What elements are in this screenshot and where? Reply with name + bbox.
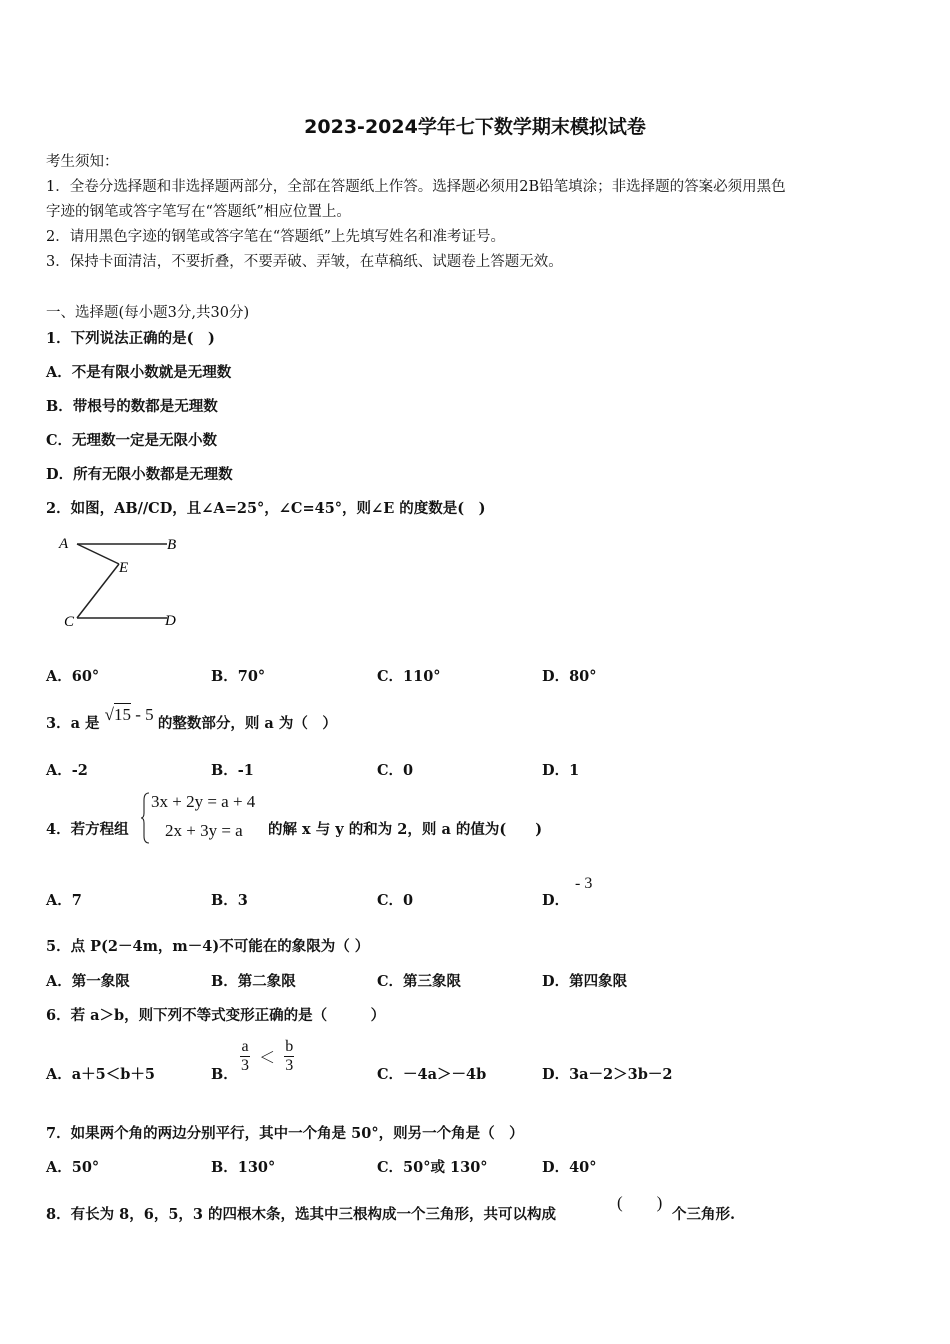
question-3-option-b: B．-1 <box>211 762 254 779</box>
question-3-stem <box>46 705 337 733</box>
question-1-option-a: A．不是有限小数就是无理数 <box>46 364 232 381</box>
question-8-blank: ( ) <box>617 1193 663 1212</box>
question-7-option-b: B．130° <box>211 1159 276 1176</box>
segment-ae <box>77 544 119 564</box>
question-2-option-a: A．60° <box>46 668 100 685</box>
question-4-option-d: D． <box>542 892 570 909</box>
question-8-prefix: 8．有长为 8，6，5，3 的四根木条，选其中三根构成一个三角形，共可以构成 <box>46 1206 557 1223</box>
question-3-option-a: A．-2 <box>46 762 88 779</box>
question-3-minus-five: - 5 <box>130 705 154 724</box>
question-5-stem: 5．点 P(2－4m，m－4)不可能在的象限为（ ） <box>46 938 370 955</box>
notice-heading: 考生须知： <box>46 154 119 170</box>
question-4-option-c: C．0 <box>377 892 414 909</box>
equation-2: 2x + 3y = a <box>165 821 243 840</box>
system-brace-icon <box>140 792 150 844</box>
question-4-suffix: 的解 x 与 y 的和为 2，则 a 的值为( ) <box>268 821 543 838</box>
question-4-prefix: 4．若方程组 <box>46 821 129 838</box>
question-3-expression <box>105 705 158 724</box>
question-5-option-a: A．第一象限 <box>46 973 130 990</box>
question-5-option-c: C．第三象限 <box>377 973 462 990</box>
question-2-figure <box>55 528 195 634</box>
fraction-b-over-3: $\frac{b}{3}$ <box>285 1038 294 1074</box>
label-a: A <box>59 536 69 552</box>
question-2-option-c: C．110° <box>377 668 441 685</box>
equation-1: 3x + 2y = a + 4 <box>151 792 256 811</box>
label-e: E <box>119 560 129 576</box>
question-8-suffix: 个三角形. <box>672 1206 736 1223</box>
radical-sign: √ <box>104 705 114 724</box>
question-7-stem: 7．如果两个角的两边分别平行，其中一个角是 50°，则另一个角是（ ） <box>46 1125 524 1142</box>
question-4-option-b: B．3 <box>211 892 248 909</box>
fraction-a-over-3: $\frac{a}{3}$ <box>241 1038 249 1074</box>
page-title: 2023-2024学年七下数学期末模拟试卷 <box>304 116 646 138</box>
label-b: B <box>167 537 177 553</box>
question-2-stem: 2．如图，AB//CD，且∠A=25°，∠C=45°，则∠E 的度数是( ) <box>46 500 486 517</box>
question-7-option-c: C．50°或 130° <box>377 1159 488 1176</box>
less-than-sign: ＜ <box>259 1050 276 1067</box>
question-7-option-a: A．50° <box>46 1159 100 1176</box>
question-1-option-b: B．带根号的数都是无理数 <box>46 398 218 415</box>
question-6-option-b-label: B． <box>211 1066 238 1083</box>
segment-ec <box>77 564 119 618</box>
notice-item-1-line-2: 字迹的钢笔或答字笔写在“答题纸”相应位置上。 <box>46 204 351 220</box>
question-6-option-c: C．－4a＞－4b <box>377 1066 487 1083</box>
question-5-option-d: D．第四象限 <box>542 973 628 990</box>
question-3-option-c: C．0 <box>377 762 414 779</box>
notice-item-2: 2．请用黑色字迹的钢笔或答字笔在“答题纸”上先填写姓名和准考证号。 <box>46 229 506 245</box>
question-3-suffix: 的整数部分，则 a 为（ ） <box>157 715 337 732</box>
question-6-option-b-expression <box>240 1038 294 1075</box>
notice-item-1-line-1: 1．全卷分选择题和非选择题两部分，全部在答题纸上作答。选择题必须用2B铅笔填涂；非选择题的答案必须用黑色 <box>46 179 786 195</box>
question-2-option-d: D．80° <box>542 668 597 685</box>
question-3-prefix: 3．a 是 <box>46 715 100 732</box>
question-3-radicand: 15 <box>113 705 131 724</box>
question-2-option-b: B．70° <box>211 668 266 685</box>
question-1-option-c: C．无理数一定是无限小数 <box>46 432 218 449</box>
question-5-option-b: B．第二象限 <box>211 973 296 990</box>
label-d: D <box>165 613 176 629</box>
question-1-option-d: D．所有无限小数都是无理数 <box>46 466 233 483</box>
question-6-option-a: A．a＋5＜b＋5 <box>46 1066 155 1083</box>
notice-item-3: 3．保持卡面清洁，不要折叠，不要弄破、弄皱，在草稿纸、试题卷上答题无效。 <box>46 254 563 270</box>
question-3-option-d: D．1 <box>542 762 580 779</box>
question-6-stem: 6．若 a＞b，则下列不等式变形正确的是（ ） <box>46 1007 386 1024</box>
question-4-option-d-value: - 3 <box>575 875 593 892</box>
question-4-option-a: A．7 <box>46 892 82 909</box>
section-heading: 一、选择题(每小题3分,共30分) <box>46 305 250 321</box>
label-c: C <box>64 614 75 630</box>
question-1-stem: 1．下列说法正确的是( ) <box>46 330 215 347</box>
question-7-option-d: D．40° <box>542 1159 597 1176</box>
question-6-option-d: D．3a－2＞3b－2 <box>542 1066 673 1083</box>
